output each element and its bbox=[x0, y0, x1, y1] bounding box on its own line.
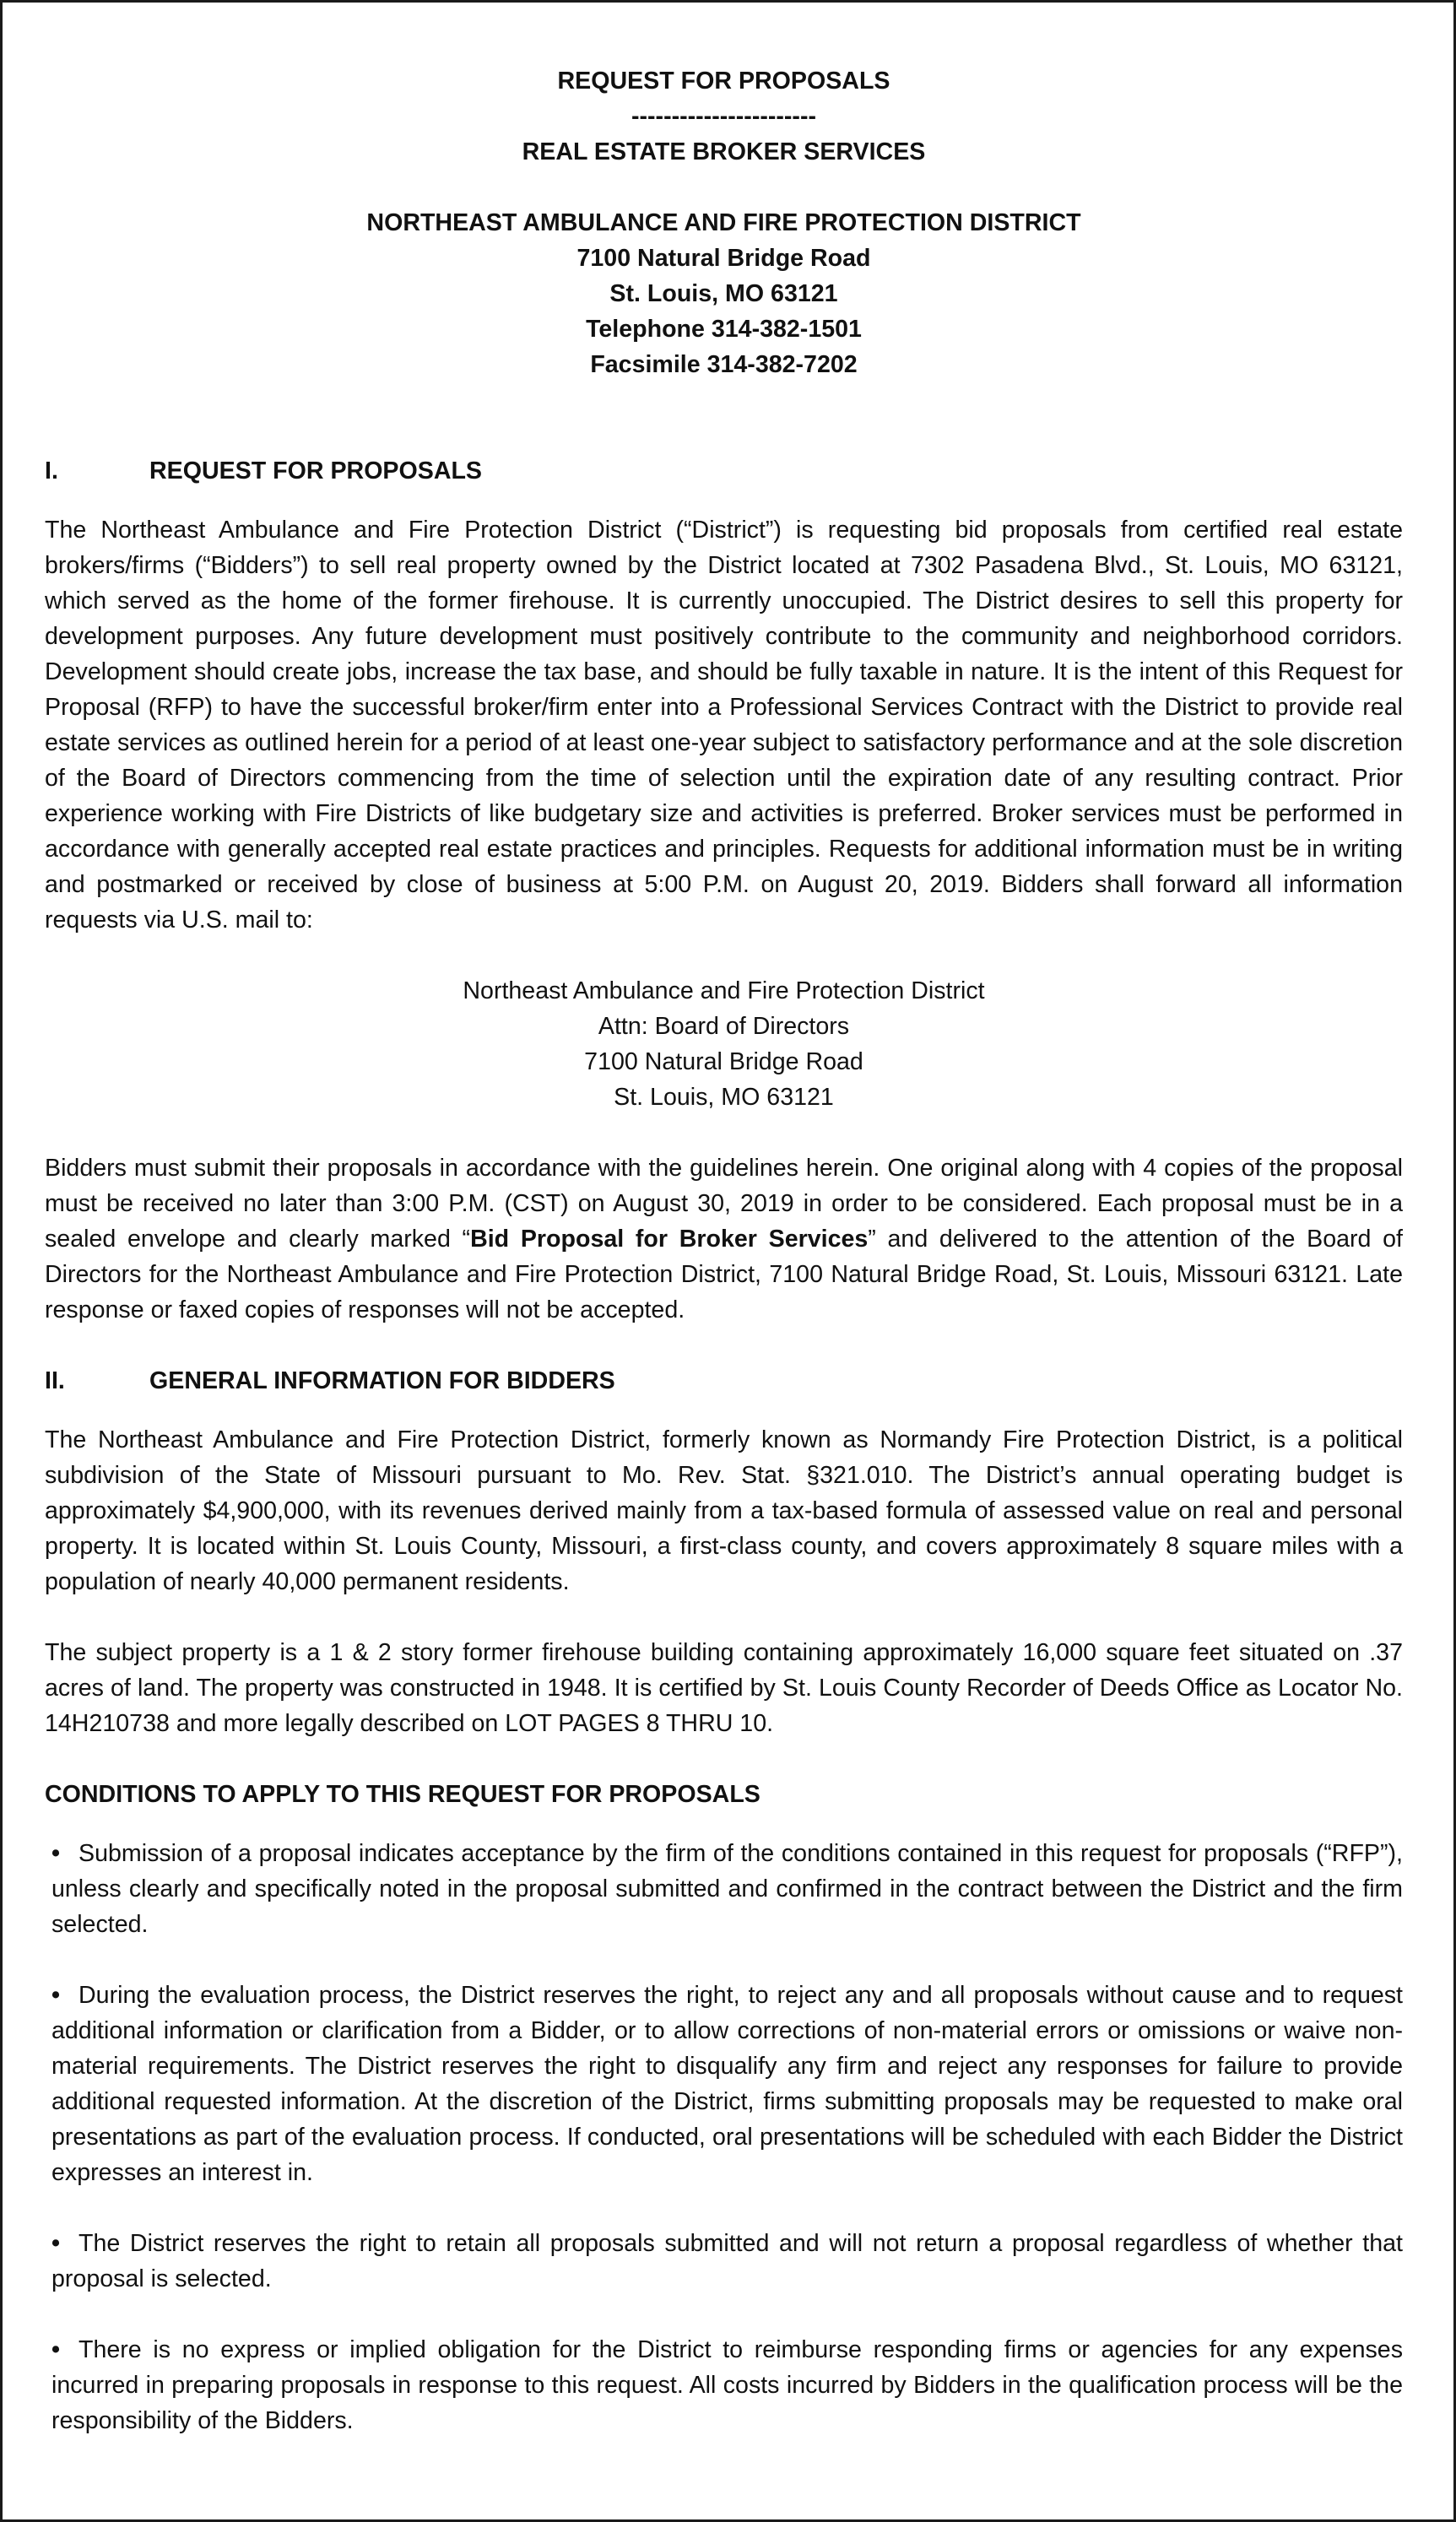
section-1-paragraph-1: The Northeast Ambulance and Fire Protection District (“District”) is requesting bid proposals from certified real estate brokers/firms (“Bidders”) to sell real property owned by the District located at 7302 Pasadena Blvd., St. Louis, MO 63121, which served as the home of the former firehouse. It is currently unoccupied. The District desires to sell this property for development purposes. Any future development must positively contribute to the community and neighborhood corridors. Development should create jobs, increase the tax base, and should be fully taxable in nature. It is the intent of this Request for Proposal (RFP) to have the successful broker/firm enter into a Professional Services Contract with the District to provide real estate services as outlined herein for a period of at least one-year subject to satisfactory performance and at the sole discretion of the Board of Directors commencing from the time of selection until the expiration date of any resulting contract. Prior experience working with Fire Districts of like budgetary size and activities is preferred. Broker services must be performed in accordance with generally accepted real estate practices and principles. Requests for additional information must be in writing and postmarked or received by close of business at 5:00 P.M. on August 20, 2019. Bidders shall forward all information requests via U.S. mail to: bbox=[45, 517, 1403, 934]
condition-text: The District reserves the right to retain all proposals submitted and will not return a proposal regardless of whether that proposal is selected. bbox=[51, 2230, 1403, 2292]
address-line-1: Northeast Ambulance and Fire Protection District bbox=[463, 977, 985, 1004]
title-divider: ----------------------- bbox=[631, 103, 816, 130]
paragraph-2-text-a: Bidders must submit their proposals in accordance with the guidelines herein. One original along with 4 copies of the proposal must be received no later than 3:00 P.M. (CST) on August 30, 2019 in order to be considered. Each proposal must be in a sealed envelope and clearly marked “ bbox=[45, 1155, 1403, 1253]
section-2-title: GENERAL INFORMATION FOR BIDDERS bbox=[149, 1367, 615, 1394]
address-line-2: Attn: Board of Directors bbox=[598, 1013, 850, 1040]
bullet-icon: • bbox=[51, 1840, 61, 1867]
conditions-heading: CONDITIONS TO APPLY TO THIS REQUEST FOR PROPOSALS bbox=[45, 1781, 760, 1808]
bullet-icon: • bbox=[51, 1982, 61, 2009]
organization-name: NORTHEAST AMBULANCE AND FIRE PROTECTION DISTRICT bbox=[366, 209, 1081, 236]
paragraph-2-text-b: ” and delivered to the attention of the Board of Directors for the Northeast Ambulance and Fire Protection District, 7100 Natural Bridge Road, St. Louis, Missouri 63121. Late response or faxed copies of responses will not be accepted. bbox=[45, 1226, 1403, 1323]
section-2-paragraph-2: The subject property is a 1 & 2 story former firehouse building containing approximately 16,000 square feet situated on .37 acres of land. The property was constructed in 1948. It is certified by St. Louis County Recorder of Deeds Office as Locator No. 14H210738 and more legally described on LOT PAGES 8 THRU 10. bbox=[45, 1639, 1403, 1737]
organization-telephone: Telephone 314-382-1501 bbox=[586, 316, 862, 343]
condition-item-1 bbox=[51, 1836, 1403, 1942]
address-line-4: St. Louis, MO 63121 bbox=[614, 1084, 834, 1111]
bullet-icon: • bbox=[51, 2230, 61, 2257]
condition-item-3 bbox=[51, 2226, 1403, 2297]
section-2-number: II. bbox=[45, 1367, 65, 1394]
condition-text: Submission of a proposal indicates acceptance by the firm of the conditions contained in this request for proposals (“RFP”), unless clearly and specifically noted in the proposal submitted and confirmed in the contract between the District and the firm selected. bbox=[51, 1840, 1403, 1938]
condition-text: During the evaluation process, the District reserves the right, to reject any and all proposals without cause and to request additional information or clarification from a Bidder, or to allow corrections of non-material errors or omissions or waive non-material requirements. The District reserves the right to disqualify any firm and reject any responses for failure to provide additional requested information. At the discretion of the District, firms submitting proposals may be requested to make oral presentations as part of the evaluation process. If conducted, oral presentations will be scheduled with each Bidder the District expresses an interest in. bbox=[51, 1982, 1403, 2186]
mailing-address bbox=[45, 973, 1403, 1115]
section-2-heading bbox=[45, 1363, 1403, 1399]
header-spacer bbox=[45, 170, 1403, 205]
organization-city: St. Louis, MO 63121 bbox=[609, 280, 838, 307]
section-2-paragraph-1: The Northeast Ambulance and Fire Protection District, formerly known as Normandy Fire Protection District, is a political subdivision of the State of Missouri pursuant to Mo. Rev. Stat. §321.010. The District’s annual operating budget is approximately $4,900,000, with its revenues derived mainly from a tax-based formula of assessed value on real and personal property. It is located within St. Louis County, Missouri, a first-class county, and covers approximately 8 square miles with a population of nearly 40,000 permanent residents. bbox=[45, 1426, 1403, 1595]
document-title: REQUEST FOR PROPOSALS bbox=[557, 68, 890, 95]
condition-item-2 bbox=[51, 1978, 1403, 2190]
document-subtitle: REAL ESTATE BROKER SERVICES bbox=[522, 138, 926, 165]
document-header bbox=[45, 63, 1403, 382]
organization-street: 7100 Natural Bridge Road bbox=[576, 245, 871, 272]
section-1-number: I. bbox=[45, 457, 58, 484]
section-1-title: REQUEST FOR PROPOSALS bbox=[149, 457, 483, 484]
section-1-paragraph-2 bbox=[45, 1150, 1403, 1328]
bid-proposal-label: Bid Proposal for Broker Services bbox=[470, 1226, 869, 1253]
condition-item-4 bbox=[51, 2332, 1403, 2438]
organization-facsimile: Facsimile 314-382-7202 bbox=[590, 351, 858, 378]
address-line-3: 7100 Natural Bridge Road bbox=[584, 1048, 863, 1075]
bullet-icon: • bbox=[51, 2336, 61, 2363]
condition-text: There is no express or implied obligation for the District to reimburse responding firms or agencies for any expenses incurred in preparing proposals in response to this request. All costs incurred by Bidders in the qualification process will be the responsibility of the Bidders. bbox=[51, 2336, 1403, 2434]
section-1-heading bbox=[45, 453, 1403, 489]
